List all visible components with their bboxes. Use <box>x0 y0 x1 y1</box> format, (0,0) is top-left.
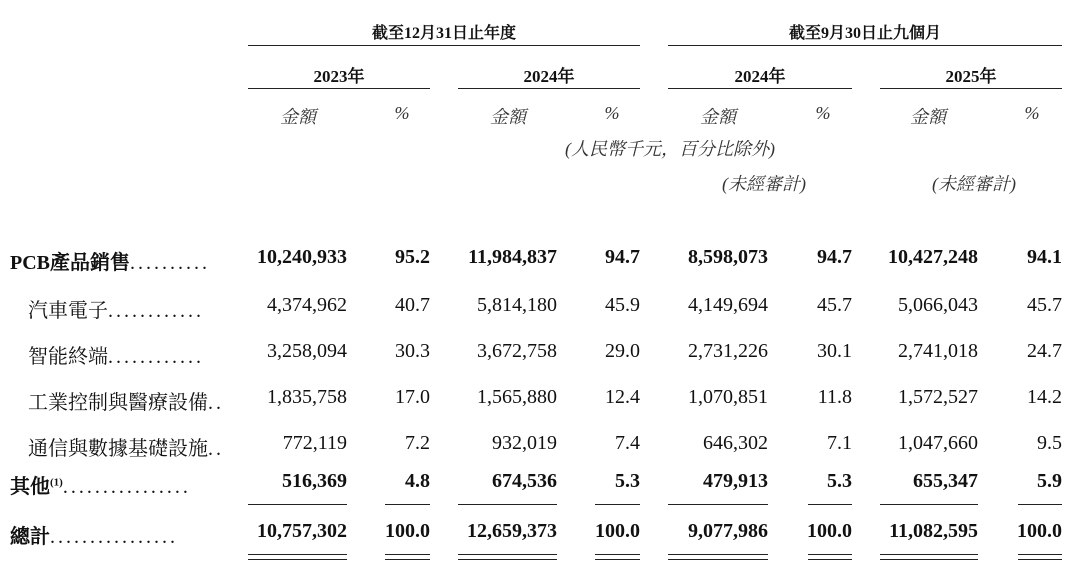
year-rule <box>880 88 1062 89</box>
amount-cell: 5,814,180 <box>477 294 557 316</box>
footnote-marker: (1) <box>50 476 63 489</box>
percent-cell: 94.7 <box>817 246 852 268</box>
percent-cell: 95.2 <box>395 246 430 268</box>
percent-cell: 30.1 <box>817 340 852 362</box>
percent-cell: 4.8 <box>405 470 430 492</box>
table-rule <box>385 504 430 505</box>
amount-cell: 3,258,094 <box>267 340 347 362</box>
table-rule <box>595 559 640 560</box>
amount-column-header: 金額 <box>490 107 526 127</box>
amount-cell: 5,066,043 <box>898 294 978 316</box>
percent-cell: 40.7 <box>395 294 430 316</box>
period-rule-right <box>668 45 1062 46</box>
year-header: 2023年 <box>313 67 365 86</box>
row-label <box>28 340 204 369</box>
amount-cell: 1,572,527 <box>898 386 978 408</box>
percent-column-header: % <box>1024 103 1040 123</box>
amount-cell: 11,082,595 <box>889 520 978 542</box>
percent-cell: 29.0 <box>605 340 640 362</box>
amount-cell: 1,835,758 <box>267 386 347 408</box>
table-rule <box>880 554 978 555</box>
period-header-nine-months: 截至9月30日止九個月 <box>788 25 941 42</box>
row-label <box>28 432 224 461</box>
table-rule <box>880 559 978 560</box>
period-rule-left <box>248 45 640 46</box>
table-rule <box>248 504 347 505</box>
amount-cell: 9,077,986 <box>688 520 768 542</box>
row-label <box>28 386 224 415</box>
table-rule <box>595 554 640 555</box>
dot-leader: .. <box>208 392 224 414</box>
percent-cell: 9.5 <box>1037 432 1062 454</box>
amount-cell: 2,731,226 <box>688 340 768 362</box>
table-rule <box>458 504 557 505</box>
percent-cell: 17.0 <box>395 386 430 408</box>
amount-cell: 1,047,660 <box>898 432 978 454</box>
row-label <box>10 246 210 275</box>
year-header: 2024年 <box>523 67 575 86</box>
amount-column-header: 金額 <box>910 107 946 127</box>
percent-cell: 7.2 <box>405 432 430 454</box>
amount-cell: 10,757,302 <box>257 520 347 542</box>
percent-column-header: % <box>394 103 410 123</box>
row-label-text: 其他 <box>10 476 50 498</box>
table-rule <box>668 504 768 505</box>
table-rule <box>808 554 852 555</box>
percent-cell: 45.7 <box>1027 294 1062 316</box>
percent-cell: 7.1 <box>827 432 852 454</box>
amount-cell: 4,149,694 <box>688 294 768 316</box>
table-rule <box>1018 559 1062 560</box>
row-label-text: PCB產品銷售 <box>10 252 130 274</box>
percent-cell: 100.0 <box>1017 520 1062 542</box>
table-rule <box>1018 554 1062 555</box>
year-header: 2024年 <box>734 67 786 86</box>
year-rule <box>248 88 430 89</box>
period-header-full-year: 截至12月31日止年度 <box>371 25 516 42</box>
table-rule <box>1018 504 1062 505</box>
percent-column-header: % <box>604 103 620 123</box>
table-rule <box>808 504 852 505</box>
table-rule <box>385 559 430 560</box>
percent-cell: 94.7 <box>605 246 640 268</box>
row-label-text: 汽車電子 <box>28 300 108 322</box>
table-rule <box>458 554 557 555</box>
amount-cell: 2,741,018 <box>898 340 978 362</box>
dot-leader: ............ <box>108 300 204 322</box>
unaudited-note: (未經審計) <box>722 174 806 194</box>
table-rule <box>385 554 430 555</box>
row-label <box>10 470 191 499</box>
amount-cell: 646,302 <box>703 432 768 454</box>
table-rule <box>595 504 640 505</box>
amount-column-header: 金額 <box>280 107 316 127</box>
year-header: 2025年 <box>945 67 997 86</box>
row-label <box>10 520 178 549</box>
amount-cell: 8,598,073 <box>688 246 768 268</box>
currency-note: (人民幣千元，百分比除外) <box>565 139 775 159</box>
amount-cell: 1,070,851 <box>688 386 768 408</box>
unaudited-note: (未經審計) <box>932 174 1016 194</box>
percent-cell: 30.3 <box>395 340 430 362</box>
table-rule <box>668 554 768 555</box>
amount-cell: 4,374,962 <box>267 294 347 316</box>
amount-cell: 674,536 <box>492 470 557 492</box>
row-label-text: 總計 <box>10 526 50 548</box>
row-label-text: 通信與數據基礎設施 <box>28 438 208 460</box>
percent-cell: 5.3 <box>827 470 852 492</box>
percent-cell: 5.9 <box>1037 470 1062 492</box>
row-label-text: 智能終端 <box>28 346 108 368</box>
dot-leader: ............ <box>108 346 204 368</box>
table-rule <box>248 559 347 560</box>
amount-cell: 10,240,933 <box>257 246 347 268</box>
row-label <box>28 294 204 323</box>
percent-column-header: % <box>815 103 831 123</box>
amount-cell: 1,565,880 <box>477 386 557 408</box>
percent-cell: 14.2 <box>1027 386 1062 408</box>
amount-cell: 932,019 <box>492 432 557 454</box>
amount-cell: 516,369 <box>282 470 347 492</box>
amount-cell: 12,659,373 <box>467 520 557 542</box>
dot-leader: .......... <box>130 252 210 274</box>
amount-cell: 11,984,837 <box>468 246 557 268</box>
dot-leader: ................ <box>50 526 178 548</box>
percent-cell: 45.7 <box>817 294 852 316</box>
percent-cell: 5.3 <box>615 470 640 492</box>
amount-cell: 3,672,758 <box>477 340 557 362</box>
amount-cell: 655,347 <box>913 470 978 492</box>
percent-cell: 100.0 <box>807 520 852 542</box>
percent-cell: 11.8 <box>817 386 852 408</box>
amount-column-header: 金額 <box>700 107 736 127</box>
dot-leader: ................ <box>62 476 191 498</box>
year-rule <box>458 88 640 89</box>
percent-cell: 45.9 <box>605 294 640 316</box>
percent-cell: 7.4 <box>615 432 640 454</box>
year-rule <box>668 88 852 89</box>
amount-cell: 772,119 <box>282 432 347 454</box>
percent-cell: 100.0 <box>385 520 430 542</box>
amount-cell: 479,913 <box>703 470 768 492</box>
table-rule <box>668 559 768 560</box>
table-rule <box>808 559 852 560</box>
dot-leader: .. <box>208 438 224 460</box>
percent-cell: 94.1 <box>1027 246 1062 268</box>
table-rule <box>880 504 978 505</box>
percent-cell: 100.0 <box>595 520 640 542</box>
percent-cell: 12.4 <box>605 386 640 408</box>
table-rule <box>458 559 557 560</box>
table-rule <box>248 554 347 555</box>
row-label-text: 工業控制與醫療設備 <box>28 392 208 414</box>
amount-cell: 10,427,248 <box>888 246 978 268</box>
percent-cell: 24.7 <box>1027 340 1062 362</box>
